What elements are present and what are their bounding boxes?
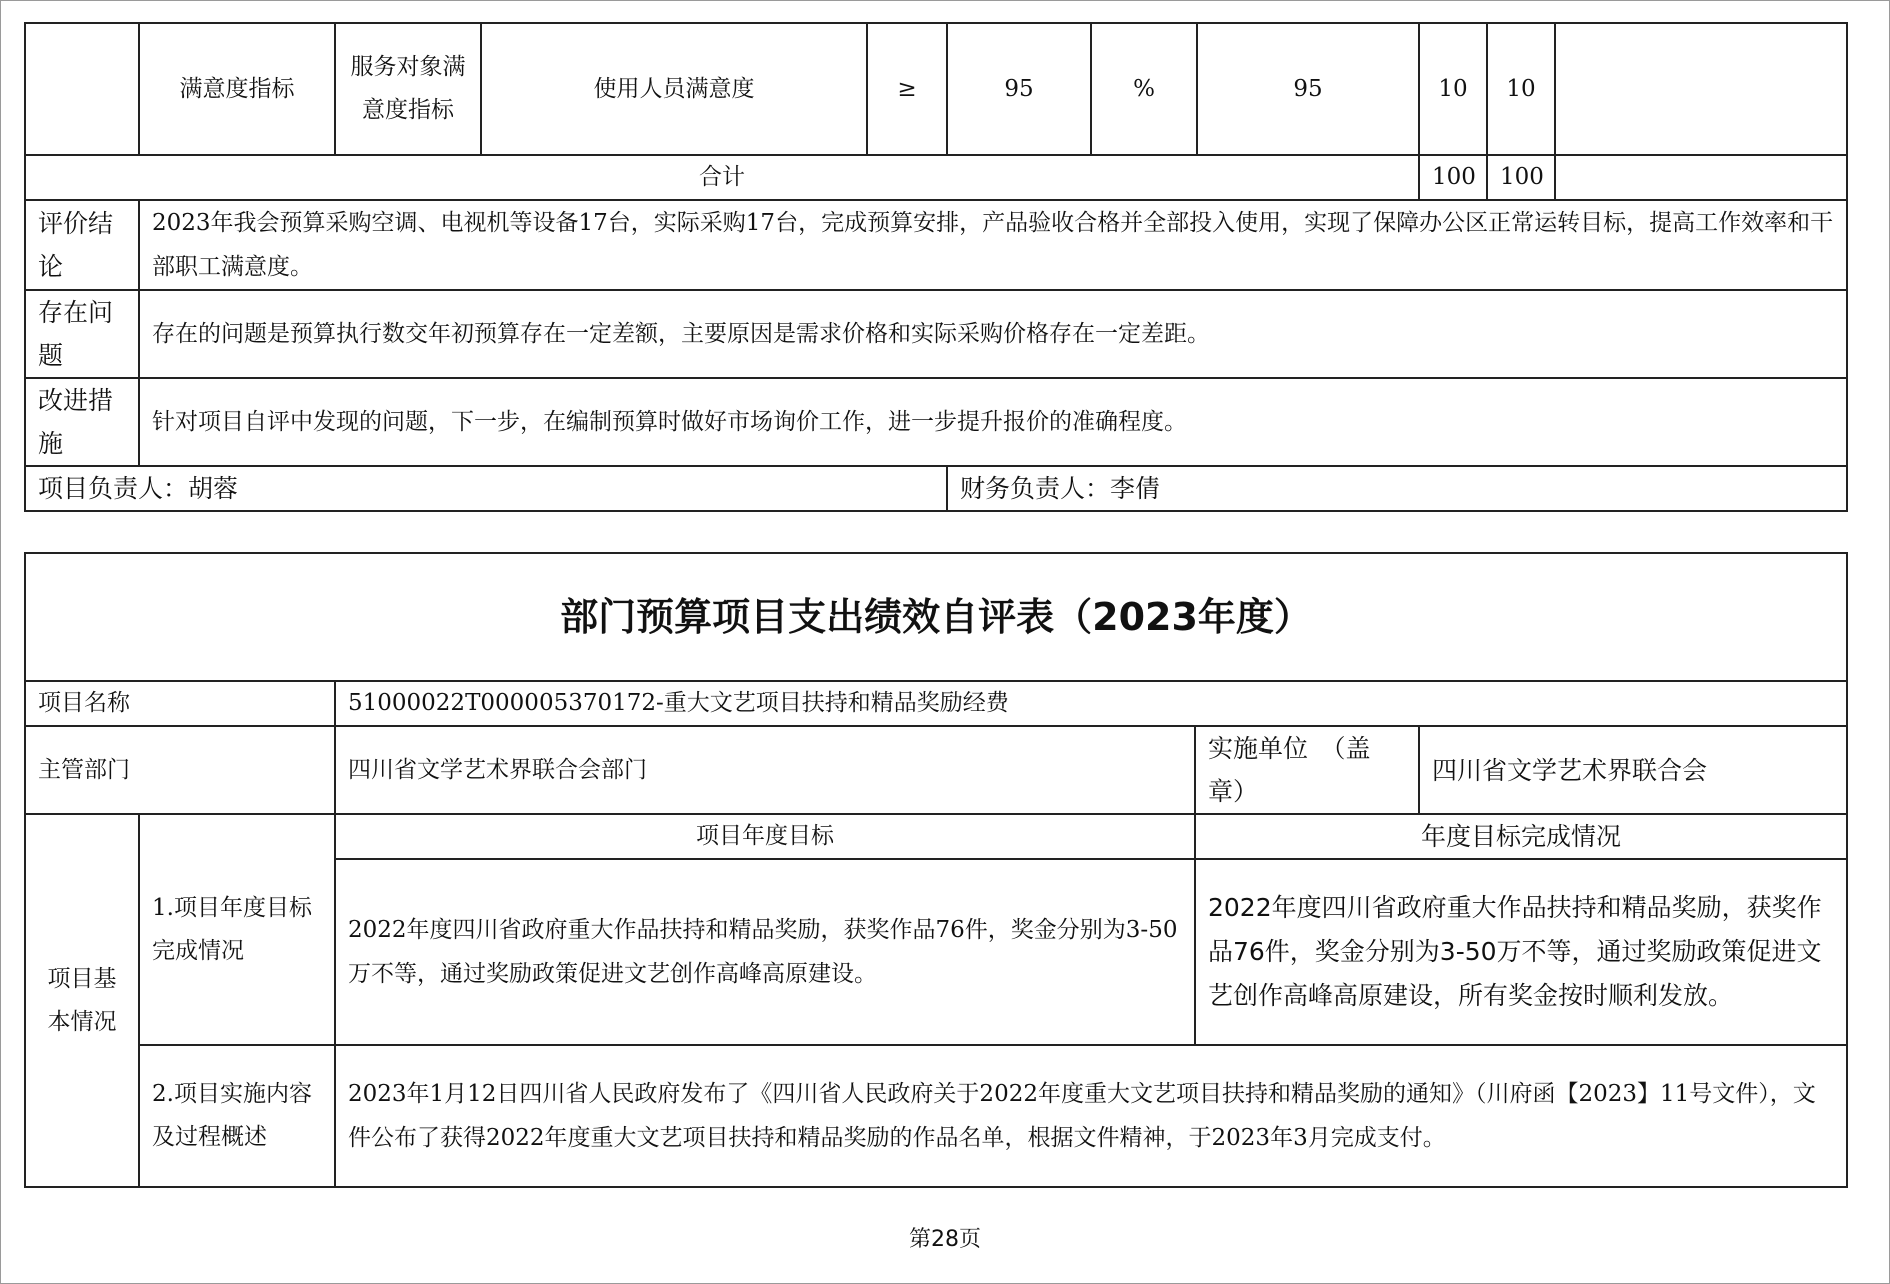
dept-label: 主管部门 <box>25 726 335 814</box>
table-row <box>25 553 1847 681</box>
unit-label: 实施单位 （盖章） <box>1195 726 1419 814</box>
level3-indicator: 服务对象满意度指标 <box>335 23 481 155</box>
table-row <box>25 466 1847 511</box>
table-row <box>25 814 1847 859</box>
evaluation-table-continued <box>24 22 1848 512</box>
table-row <box>25 1045 1847 1187</box>
row2-text: 2023年1月12日四川省人民政府发布了《四川省人民政府关于2022年度重大文艺项目扶持和精品奖励的通知》（川府函【2023】11号文件），文件公布了获得2022年度重大文艺项目扶持和精品奖励的作品名单，根据文件精神，于2023年3月完成支付。 <box>335 1045 1847 1187</box>
indicator-operator: ≥ <box>867 23 947 155</box>
project-name-label: 项目名称 <box>25 681 335 726</box>
level2-indicator: 满意度指标 <box>139 23 335 155</box>
unit-value: 四川省文学艺术界联合会 <box>1419 726 1847 814</box>
conclusion-text: 2023年我会预算采购空调、电视机等设备17台，实际采购17台，完成预算安排，产品验收合格并全部投入使用，实现了保障办公区正常运转目标，提高工作效率和干部职工满意度。 <box>139 200 1847 290</box>
table-row <box>25 200 1847 290</box>
weight-value: 10 <box>1419 23 1487 155</box>
row2-label: 2.项目实施内容及过程概述 <box>139 1045 335 1187</box>
score-value: 10 <box>1487 23 1555 155</box>
total-weight: 100 <box>1419 155 1487 200</box>
total-score: 100 <box>1487 155 1555 200</box>
form-title: 部门预算项目支出绩效自评表（2023年度） <box>25 553 1847 681</box>
conclusion-label: 评价结论 <box>25 200 139 290</box>
level1-cell <box>25 23 139 155</box>
completion-header: 年度目标完成情况 <box>1195 814 1847 859</box>
finance-leader: 财务负责人：李倩 <box>947 466 1847 511</box>
unit-cell: % <box>1091 23 1197 155</box>
row1-label: 1.项目年度目标完成情况 <box>139 814 335 1045</box>
target-value: 95 <box>947 23 1091 155</box>
dept-value: 四川省文学艺术界联合会部门 <box>335 726 1195 814</box>
row1-completion-text: 2022年度四川省政府重大作品扶持和精品奖励，获奖作品76件，奖金分别为3-50万不等，通过奖励政策促进文艺创作高峰高原建设，所有奖金按时顺利发放。 <box>1195 859 1847 1045</box>
table-row <box>25 290 1847 378</box>
improvements-text: 针对项目自评中发现的问题，下一步，在编制预算时做好市场询价工作，进一步提升报价的准确程度。 <box>139 378 1847 466</box>
table-row <box>25 726 1847 814</box>
table-row <box>25 681 1847 726</box>
row1-goal-text: 2022年度四川省政府重大作品扶持和精品奖励，获奖作品76件，奖金分别为3-50万不等，通过奖励政策促进文艺创作高峰高原建设。 <box>335 859 1195 1045</box>
actual-value: 95 <box>1197 23 1419 155</box>
project-leader: 项目负责人：胡蓉 <box>25 466 947 511</box>
project-name-value: 51000022T000005370172-重大文艺项目扶持和精品奖励经费 <box>335 681 1847 726</box>
improvements-label: 改进措施 <box>25 378 139 466</box>
self-evaluation-form <box>24 552 1848 1188</box>
goal-header: 项目年度目标 <box>335 814 1195 859</box>
problems-text: 存在的问题是预算执行数交年初预算存在一定差额，主要原因是需求价格和实际采购价格存在一定差距。 <box>139 290 1847 378</box>
page-number: 第28页 <box>909 1227 981 1252</box>
indicator-name: 使用人员满意度 <box>481 23 867 155</box>
problems-label: 存在问题 <box>25 290 139 378</box>
table-row <box>25 23 1847 155</box>
remarks-cell <box>1555 23 1847 155</box>
table-row <box>25 378 1847 466</box>
table-row <box>25 155 1847 200</box>
total-label: 合计 <box>25 155 1419 200</box>
basic-info-label: 项目基本情况 <box>25 814 139 1187</box>
total-remarks <box>1555 155 1847 200</box>
